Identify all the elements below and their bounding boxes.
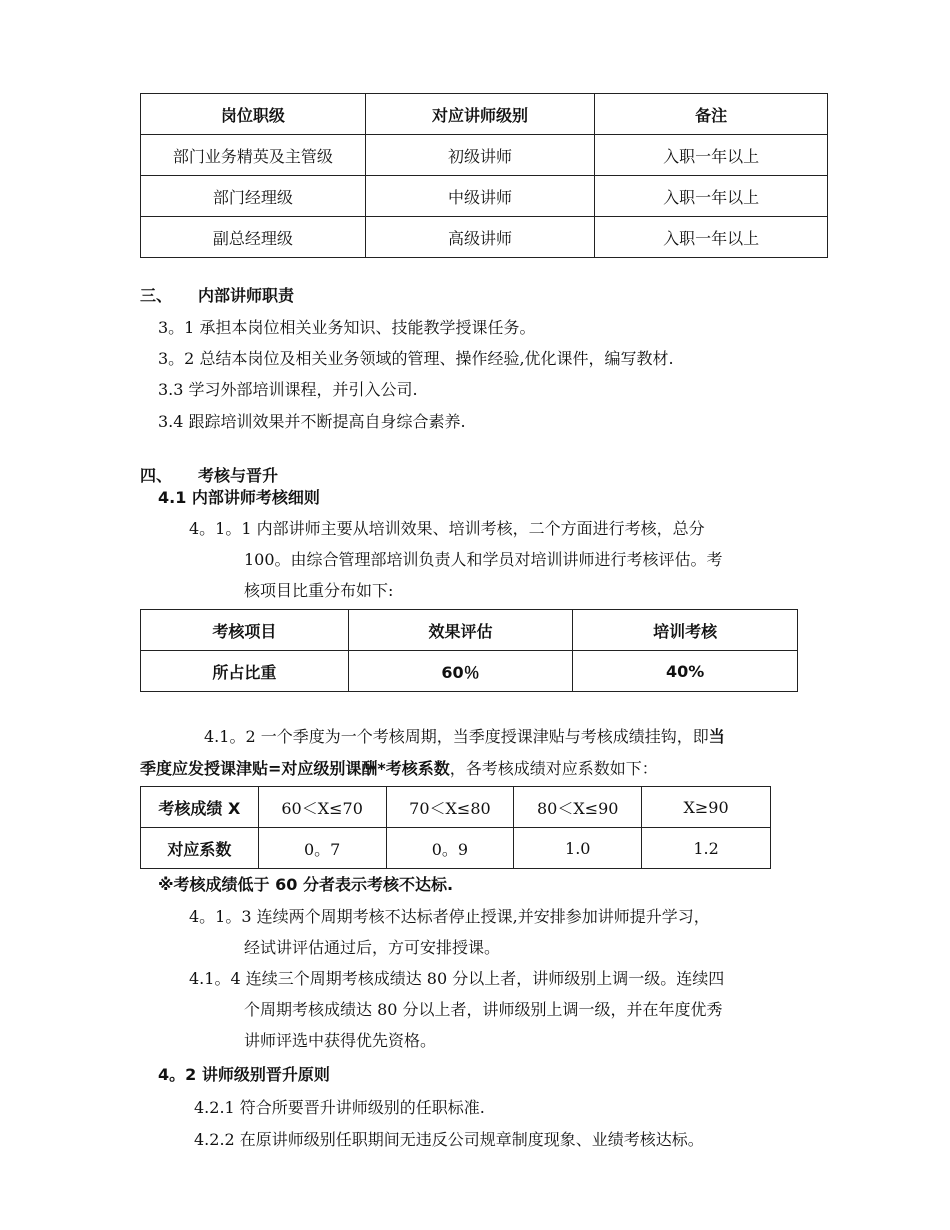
section-number: 三、 [140, 286, 173, 305]
paragraph-line: 4.1。4 连续三个周期考核成绩达 80 分以上者，讲师级别上调一级。连续四 [189, 969, 725, 988]
paragraph-line: 讲师评选中获得优先资格。 [244, 1031, 437, 1050]
subsection-title: 4.1 内部讲师考核细则 [158, 488, 320, 507]
table-cell: 部门业务精英及主管级 [141, 135, 366, 176]
table-cell: 部门经理级 [141, 176, 366, 217]
table-row [141, 217, 828, 258]
table-cell: 入职一年以上 [595, 176, 828, 217]
table-row [141, 828, 771, 869]
list-item: 3.3 学习外部培训课程，并引入公司. [158, 380, 418, 399]
table-cell: 入职一年以上 [595, 135, 828, 176]
table-cell: 60％ [348, 651, 573, 692]
list-item: 3.4 跟踪培训效果并不断提高自身综合素养. [158, 412, 466, 431]
list-item: 3。2 总结本岗位及相关业务领域的管理、操作经验,优化课件，编写教材. [158, 349, 674, 368]
table-header: 岗位职级 [141, 94, 366, 135]
paragraph-line: 4。1。3 连续两个周期考核不达标者停止授课,并安排参加讲师提升学习， [189, 907, 710, 926]
table-row [141, 651, 798, 692]
paragraph-line: 经试讲评估通过后，方可安排授课。 [244, 938, 501, 957]
table-row [141, 135, 828, 176]
table-cell: 40% [573, 651, 798, 692]
subsection-title: 4。2 讲师级别晋升原则 [158, 1065, 330, 1084]
paragraph-line: 核项目比重分布如下: [244, 581, 394, 600]
table-header: 80＜X≤90 [514, 787, 642, 828]
paragraph-line: 个周期考核成绩达 80 分以上者，讲师级别上调一级，并在年度优秀 [244, 1000, 723, 1019]
table-cell: 对应系数 [141, 828, 259, 869]
table-header: 考核项目 [141, 610, 349, 651]
table-cell: 0。7 [258, 828, 386, 869]
paragraph-line: 100。由综合管理部培训负责人和学员对培训讲师进行考核评估。考 [244, 550, 723, 569]
table-header: 效果评估 [348, 610, 573, 651]
weight-table [140, 609, 798, 692]
paragraph-line: 4.2.1 符合所要晋升讲师级别的任职标准. [194, 1098, 485, 1117]
paragraph-line [140, 756, 658, 779]
paragraph-line [204, 724, 725, 747]
table-row [141, 176, 828, 217]
table-cell: 0。9 [386, 828, 514, 869]
table-header: 70＜X≤80 [386, 787, 514, 828]
table-cell: 1.0 [514, 828, 642, 869]
table-cell: 副总经理级 [141, 217, 366, 258]
paragraph-text: 4.1。2 一个季度为一个考核周期，当季度授课津贴与考核成绩挂钩，即 [204, 727, 709, 746]
instructor-level-table [140, 93, 828, 258]
table-header: 备注 [595, 94, 828, 135]
table-cell: 中级讲师 [365, 176, 595, 217]
section-number: 四、 [140, 466, 173, 485]
table-cell: 入职一年以上 [595, 217, 828, 258]
formula-text: 季度应发授课津贴=对应级别课酬*考核系数 [140, 759, 450, 778]
paragraph-text: ，各考核成绩对应系数如下： [449, 759, 658, 778]
note-text: ※考核成绩低于 60 分者表示考核不达标. [158, 875, 454, 894]
table-header: 60＜X≤70 [258, 787, 386, 828]
list-item: 3。1 承担本岗位相关业务知识、技能教学授课任务。 [158, 318, 536, 337]
emphasis-text: 当 [708, 727, 725, 746]
paragraph-line: 4.2.2 在原讲师级别任职期间无违反公司规章制度现象、业绩考核达标。 [194, 1130, 704, 1149]
table-cell: 高级讲师 [365, 217, 595, 258]
table-header: 对应讲师级别 [365, 94, 595, 135]
coefficient-table [140, 786, 771, 869]
table-header: 培训考核 [573, 610, 798, 651]
table-header: X≥90 [642, 787, 771, 828]
section-title: 内部讲师职责 [198, 286, 295, 305]
table-header: 考核成绩 X [141, 787, 259, 828]
section-title: 考核与晋升 [198, 466, 279, 485]
table-cell: 1.2 [642, 828, 771, 869]
paragraph-line: 4。1。1 内部讲师主要从培训效果、培训考核，二个方面进行考核，总分 [189, 519, 705, 538]
table-cell: 所占比重 [141, 651, 349, 692]
table-cell: 初级讲师 [365, 135, 595, 176]
